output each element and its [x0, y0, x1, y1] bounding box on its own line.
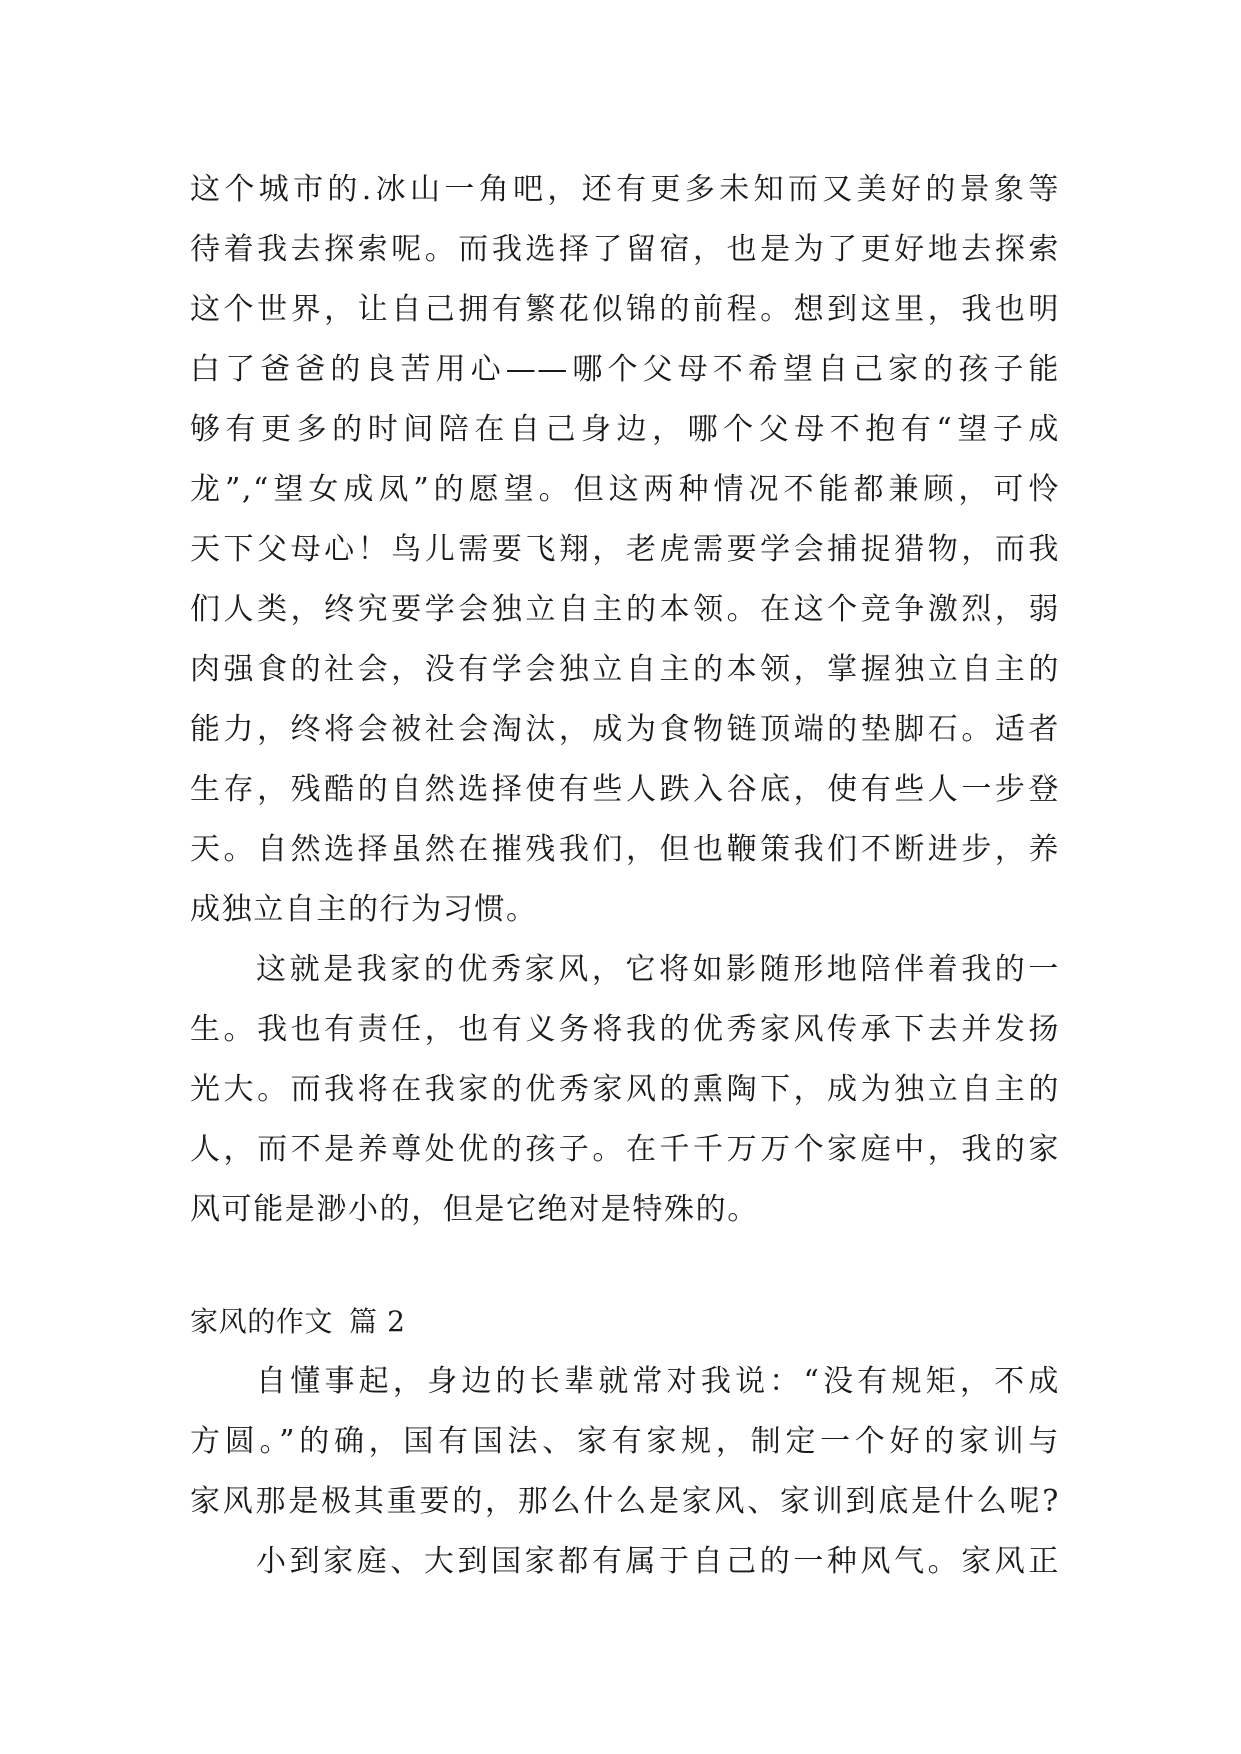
text-line: 待着我去探索呢。而我选择了留宿，也是为了更好地去探索 [190, 232, 1060, 267]
text-line: 小到家庭、大到国家都有属于自己的一种风气。家风正 [256, 1544, 1060, 1579]
text-line: 这个世界，让自己拥有繁花似锦的前程。想到这里，我也明 [190, 292, 1060, 327]
text-line: 家风那是极其重要的，那么什么是家风、家训到底是什么呢? [190, 1484, 1060, 1519]
text-line: 能力，终将会被社会淘汰，成为食物链顶端的垫脚石。适者 [190, 712, 1060, 747]
section-spacer [190, 1240, 1060, 1292]
text-line: 方圆。”的确，国有国法、家有家规，制定一个好的家训与 [190, 1424, 1060, 1459]
text-line: 肉强食的社会，没有学会独立自主的本领，掌握独立自主的 [190, 652, 1060, 687]
paragraph-nation [190, 1532, 1060, 1592]
paragraph-continued [190, 160, 1060, 940]
section-heading [190, 1292, 1060, 1352]
paragraph-family-style [190, 940, 1060, 1240]
text-line: 够有更多的时间陪在自己身边，哪个父母不抱有“望子成 [190, 412, 1060, 447]
text-line: 生存，残酷的自然选择使有些人跌入谷底，使有些人一步登 [190, 772, 1060, 807]
text-line: 成独立自主的行为习惯。 [190, 892, 538, 927]
text-line: 龙”,“望女成凤”的愿望。但这两种情况不能都兼顾，可怜 [190, 472, 1060, 507]
text-line: 这就是我家的优秀家风，它将如影随形地陪伴着我的一 [256, 952, 1060, 987]
text-line: 自懂事起，身边的长辈就常对我说：“没有规矩，不成 [256, 1364, 1060, 1399]
section-number: 篇 2 [349, 1305, 406, 1338]
document-page [190, 160, 1060, 1592]
text-line: 光大。而我将在我家的优秀家风的熏陶下，成为独立自主的 [190, 1072, 1060, 1107]
paragraph-rules [190, 1352, 1060, 1532]
text-line: 人，而不是养尊处优的孩子。在千千万万个家庭中，我的家 [190, 1132, 1060, 1167]
text-line: 白了爸爸的良苦用心——哪个父母不希望自己家的孩子能 [190, 352, 1060, 387]
text-line: 天。自然选择虽然在摧残我们，但也鞭策我们不断进步，养 [190, 832, 1060, 867]
text-line: 生。我也有责任，也有义务将我的优秀家风传承下去并发扬 [190, 1012, 1060, 1047]
text-line: 天下父母心！鸟儿需要飞翔，老虎需要学会捕捉猎物，而我 [190, 532, 1060, 567]
text-line: 风可能是渺小的，但是它绝对是特殊的。 [190, 1192, 759, 1227]
text-line: 们人类，终究要学会独立自主的本领。在这个竞争激烈，弱 [190, 592, 1060, 627]
text-line: 这个城市的.冰山一角吧，还有更多未知而又美好的景象等 [190, 172, 1060, 207]
section-title: 家风的作文 [190, 1305, 334, 1338]
